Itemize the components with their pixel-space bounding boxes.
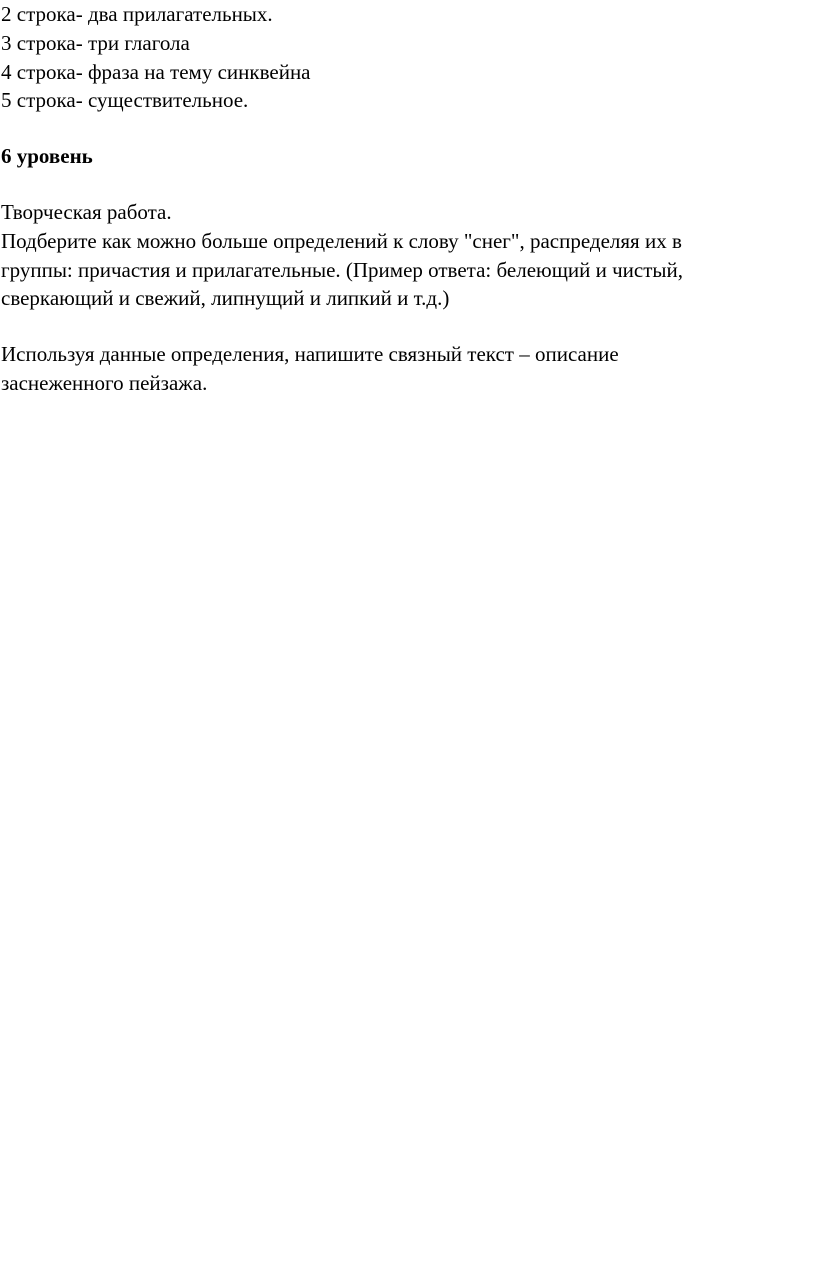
task-text-line-1: Подберите как можно больше определений к слову "снег", распределяя их в [1, 229, 682, 253]
list-line-4: 4 строка- фраза на тему синквейна [1, 60, 311, 84]
final-task-line-1: Используя данные определения, напишите связный текст – описание [1, 342, 619, 366]
final-task-line-2: заснеженного пейзажа. [1, 371, 208, 395]
task-text-line-2: группы: причастия и прилагательные. (Пример ответа: белеющий и чистый, [1, 258, 683, 282]
task-text-line-3: сверкающий и свежий, липнущий и липкий и т.д.) [1, 286, 450, 310]
task-title: Творческая работа. [1, 200, 172, 224]
list-line-5: 5 строка- существительное. [1, 88, 249, 112]
list-line-2: 2 строка- два прилагательных. [1, 2, 273, 26]
level-heading: 6 уровень [1, 144, 93, 168]
list-line-3: 3 строка- три глагола [1, 31, 190, 55]
